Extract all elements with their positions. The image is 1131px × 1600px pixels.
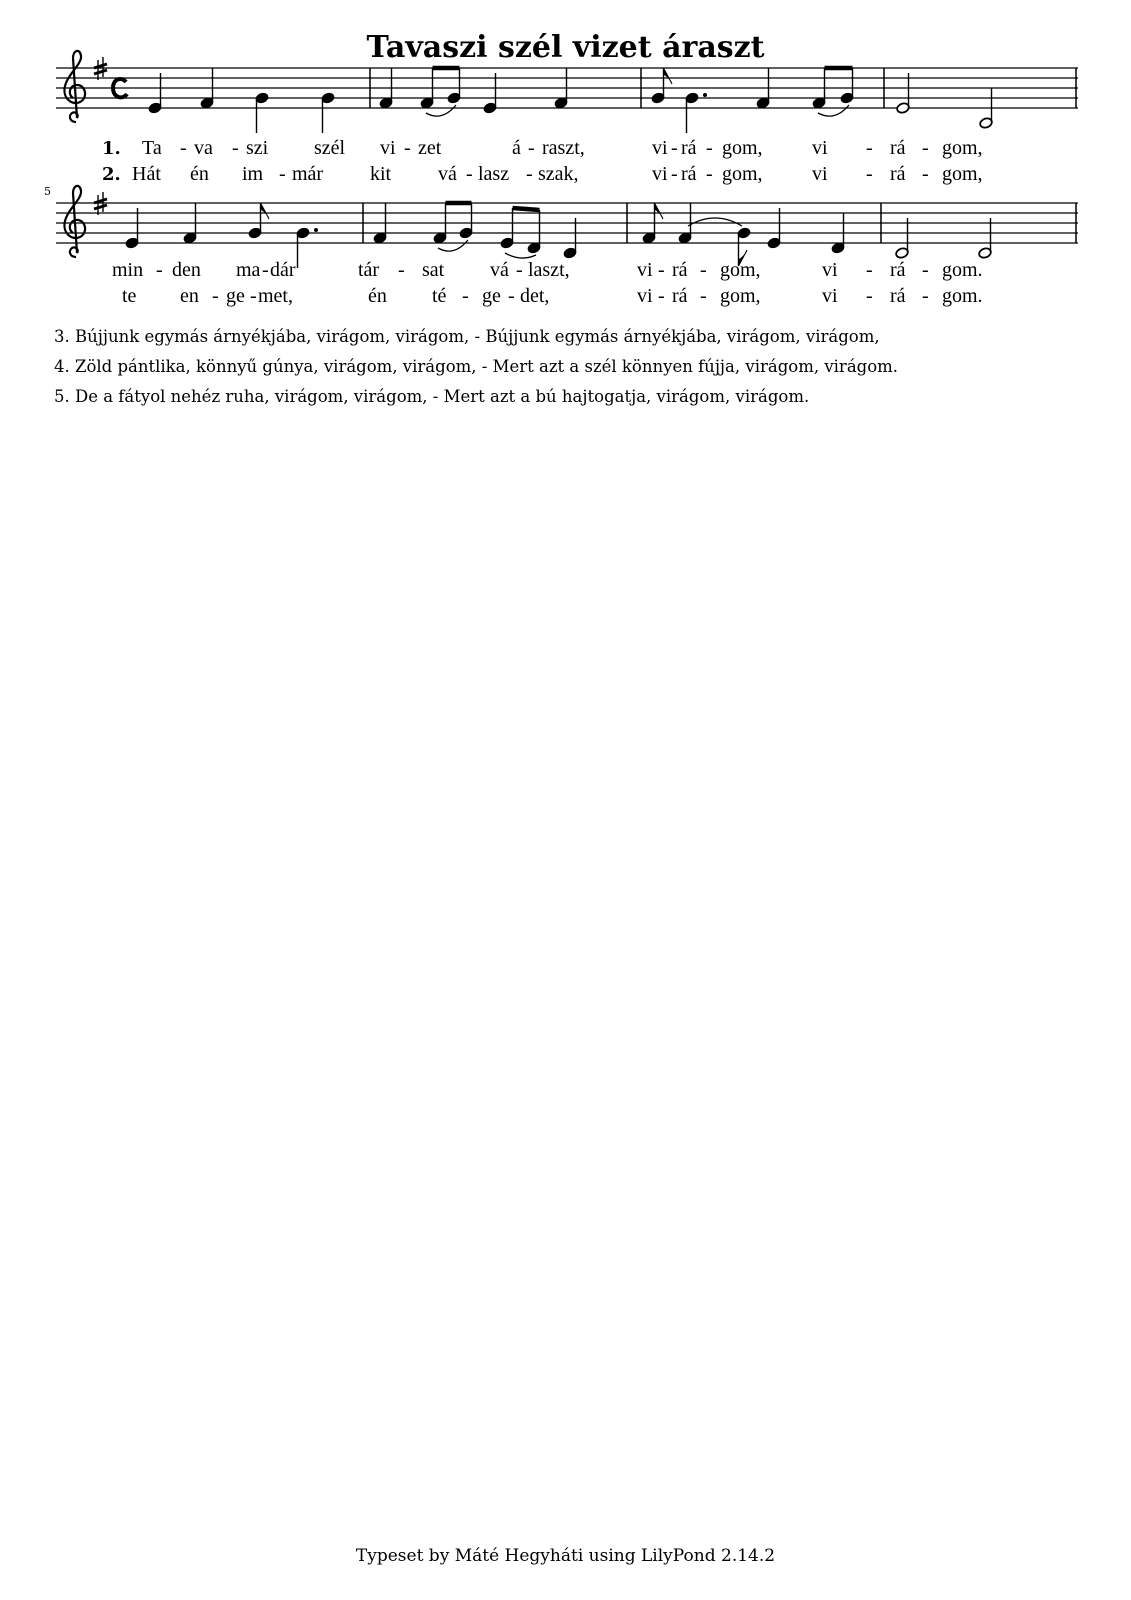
verse-3: 3. Bújjunk egymás árnyékjába, virágom, virágom, - Bújjunk egymás árnyékjába, virágom, virágom, bbox=[54, 327, 880, 346]
lyric-syllable: ge bbox=[482, 285, 501, 307]
lyric-hyphen: - bbox=[232, 137, 239, 159]
lyric-hyphen: - bbox=[866, 163, 873, 185]
lyric-hyphen: - bbox=[516, 259, 523, 281]
lyric-hyphen: - bbox=[398, 259, 405, 281]
verse-5: 5. De a fátyol nehéz ruha, virágom, virágom, - Mert azt a bú hajtogatja, virágom, virágom. bbox=[54, 387, 810, 406]
lyric-hyphen: - bbox=[404, 137, 411, 159]
lyric-hyphen: - bbox=[706, 137, 713, 159]
treble-clef-icon bbox=[64, 186, 85, 257]
music-score bbox=[0, 0, 1131, 320]
lyric-syllable: Hát bbox=[132, 163, 161, 185]
lyric-hyphen: - bbox=[706, 163, 713, 185]
notes-measure-2 bbox=[379, 68, 568, 116]
notes-measure-6 bbox=[373, 203, 577, 259]
verse-4: 4. Zöld pántlika, könnyű gúnya, virágom, virágom, - Mert azt a szél könnyen fújja, virágom, virágom. bbox=[54, 357, 899, 376]
lyric-syllable: á bbox=[512, 137, 521, 159]
lyric-hyphen: - bbox=[866, 137, 873, 159]
typeset-credit: Typeset by Máté Hegyháti using LilyPond 2.14.2 bbox=[355, 1546, 776, 1566]
lyric-syllable: sat bbox=[422, 259, 445, 281]
lyric-syllable: én bbox=[190, 163, 209, 185]
lyric-syllable: rá bbox=[890, 285, 906, 307]
lyric-hyphen: - bbox=[700, 259, 707, 281]
lyric-syllable: te bbox=[122, 285, 137, 307]
lyric-syllable: vi bbox=[637, 259, 653, 281]
lyric-syllable: dár bbox=[270, 259, 296, 281]
lyric-syllable: laszt, bbox=[528, 259, 570, 281]
lyric-syllable: szél bbox=[314, 137, 346, 159]
measure-number: 5 bbox=[44, 185, 51, 198]
lyric-syllable: vi bbox=[822, 259, 838, 281]
lyric-syllable: rá bbox=[890, 137, 906, 159]
lyric-syllable: met, bbox=[258, 285, 293, 307]
lyric-syllable: raszt, bbox=[542, 137, 585, 159]
lyrics-s2-v2 bbox=[122, 285, 983, 307]
lyric-hyphen: - bbox=[528, 137, 535, 159]
lyric-syllable: vi bbox=[652, 163, 668, 185]
lyric-syllable: vi bbox=[812, 137, 828, 159]
lyric-syllable: im bbox=[242, 163, 264, 185]
lyric-hyphen: - bbox=[922, 137, 929, 159]
lyrics-s1-v1 bbox=[142, 137, 983, 159]
lyric-hyphen: - bbox=[922, 285, 929, 307]
lyric-syllable: det, bbox=[520, 285, 550, 307]
lyric-hyphen: - bbox=[279, 163, 286, 185]
lyric-syllable: rá bbox=[890, 163, 906, 185]
additional-verses bbox=[54, 322, 1094, 412]
lyric-syllable: vi bbox=[380, 137, 396, 159]
lyric-syllable: rá bbox=[672, 259, 688, 281]
lyric-syllable: ma bbox=[236, 259, 261, 281]
lyric-syllable: zet bbox=[418, 137, 442, 159]
lyrics-s1-v2 bbox=[132, 163, 983, 185]
lyric-syllable: gom. bbox=[942, 259, 983, 281]
lyric-syllable: már bbox=[292, 163, 324, 185]
lyric-syllable: szi bbox=[246, 137, 269, 159]
lyric-syllable: vi bbox=[637, 285, 653, 307]
lyric-syllable: den bbox=[172, 259, 201, 281]
verse-number-1: 1. bbox=[102, 138, 121, 159]
staff-system-2 bbox=[56, 203, 1078, 243]
lyric-syllable: lasz bbox=[478, 163, 510, 185]
lyric-hyphen: - bbox=[922, 259, 929, 281]
lyric-syllable: gom, bbox=[720, 259, 761, 281]
verse-number-2: 2. bbox=[102, 164, 121, 185]
lyric-syllable: szak, bbox=[538, 163, 579, 185]
lyric-hyphen: - bbox=[212, 285, 219, 307]
lyric-syllable: vi bbox=[822, 285, 838, 307]
lyric-syllable: va bbox=[194, 137, 213, 159]
lyric-hyphen: - bbox=[180, 137, 187, 159]
lyric-syllable: rá bbox=[890, 259, 906, 281]
lyric-hyphen: - bbox=[508, 285, 515, 307]
treble-clef-icon bbox=[64, 51, 85, 122]
lyric-hyphen: - bbox=[658, 259, 665, 281]
lyric-syllable: tár bbox=[358, 259, 380, 281]
lyric-hyphen: - bbox=[700, 285, 707, 307]
lyric-syllable: én bbox=[368, 285, 387, 307]
lyric-hyphen: - bbox=[156, 259, 163, 281]
lyric-hyphen: - bbox=[922, 163, 929, 185]
lyric-syllable: rá bbox=[681, 137, 697, 159]
lyric-syllable: vá bbox=[490, 259, 509, 281]
lyric-syllable: min bbox=[112, 259, 144, 281]
lyric-hyphen: - bbox=[866, 285, 873, 307]
lyric-syllable: gom. bbox=[942, 285, 983, 307]
lyric-syllable: té bbox=[432, 285, 447, 307]
lyric-hyphen: - bbox=[671, 137, 678, 159]
lyric-syllable: vi bbox=[812, 163, 828, 185]
lyric-syllable: rá bbox=[681, 163, 697, 185]
lyric-hyphen: - bbox=[671, 163, 678, 185]
lyric-syllable: vá bbox=[438, 163, 457, 185]
lyric-syllable: gom, bbox=[722, 163, 763, 185]
lyrics-s2-v1 bbox=[112, 259, 983, 281]
lyric-hyphen: - bbox=[866, 259, 873, 281]
lyric-syllable: rá bbox=[672, 285, 688, 307]
lyric-hyphen: - bbox=[250, 285, 257, 307]
lyric-syllable: gom, bbox=[942, 163, 983, 185]
notes-measure-4 bbox=[896, 73, 993, 129]
lyric-syllable: gom, bbox=[722, 137, 763, 159]
lyric-syllable: vi bbox=[652, 137, 668, 159]
lyric-hyphen: - bbox=[462, 285, 469, 307]
lyric-syllable: gom, bbox=[720, 285, 761, 307]
lyric-syllable: kit bbox=[370, 163, 392, 185]
lyric-hyphen: - bbox=[526, 163, 533, 185]
lyric-syllable: en bbox=[180, 285, 199, 307]
lyric-hyphen: - bbox=[262, 259, 269, 281]
lyric-syllable: gom, bbox=[942, 137, 983, 159]
notes-measure-8 bbox=[895, 218, 992, 259]
lyric-hyphen: - bbox=[466, 163, 473, 185]
lyric-syllable: Ta bbox=[142, 137, 162, 159]
song-title: Tavaszi szél vizet áraszt bbox=[366, 30, 765, 65]
lyric-hyphen: - bbox=[658, 285, 665, 307]
lyric-syllable: ge bbox=[226, 285, 245, 307]
